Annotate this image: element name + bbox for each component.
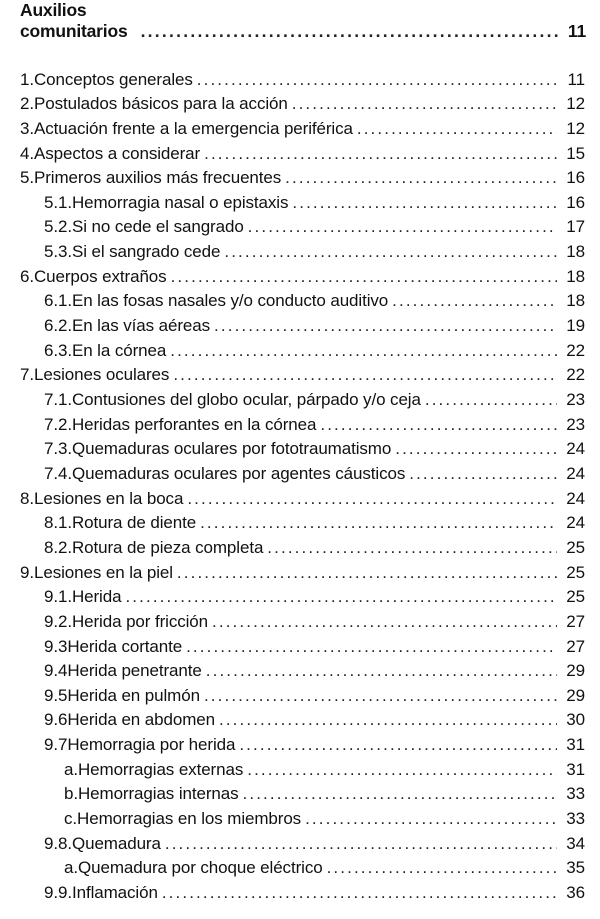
toc-entry-page: 18: [566, 242, 585, 262]
toc-entry-page: 22: [566, 365, 585, 385]
toc-entry-number: 9.2.: [44, 611, 72, 631]
toc-entry-number: 1.: [20, 69, 34, 89]
toc-entry-label: Hemorragia nasal o epistaxis: [71, 192, 289, 212]
leader-dots: [125, 587, 557, 607]
toc-entry-page: 23: [566, 390, 585, 410]
leader-dots: [247, 760, 557, 780]
toc-entry: [44, 287, 585, 312]
toc-entry-number: 2.: [20, 94, 34, 114]
toc-entry-number: 9.6: [44, 710, 68, 730]
toc-entry-number: 9.1.: [44, 587, 72, 607]
toc-entry-page: 12: [566, 94, 585, 114]
toc-entry-label: Herida en abdomen: [67, 710, 215, 730]
toc-entry-page: 23: [566, 414, 585, 434]
leader-dots: [170, 341, 557, 361]
leader-dots: [292, 94, 557, 114]
toc-entry: [44, 878, 585, 903]
toc-entry-page: 27: [566, 636, 585, 656]
leader-dots: [327, 858, 557, 878]
toc-entry-page: 31: [566, 735, 585, 755]
toc-entry: [44, 657, 585, 682]
toc-entry-number: 7.4.: [44, 463, 72, 483]
leader-dots: [200, 513, 557, 533]
leader-dots: [171, 267, 557, 287]
leader-dots: [212, 612, 557, 632]
toc-entry-page: 30: [566, 710, 585, 730]
leader-dots: [357, 119, 557, 139]
toc-entry-page: 36: [566, 883, 585, 903]
toc-entry: [44, 583, 585, 608]
toc-entry-number: 9.4: [44, 661, 68, 681]
toc-entry: [44, 238, 585, 263]
leader-dots: [219, 710, 557, 730]
toc-entry-page: 24: [566, 463, 585, 483]
toc-entry-label: En las vías aéreas: [71, 316, 211, 336]
toc-entry: [20, 139, 585, 164]
toc-entry: [20, 361, 585, 386]
leader-dots: [206, 661, 557, 681]
toc-entry-label: Lesiones oculares: [33, 365, 170, 385]
toc-entry-number: 5.3.: [44, 242, 72, 262]
toc-entry-number: 9.9.: [44, 883, 72, 903]
toc-entry-page: 35: [566, 858, 585, 878]
toc-entry-label: Primeros auxilios más frecuentes: [33, 168, 282, 188]
toc-entry: [44, 509, 585, 534]
toc-entry: [44, 533, 585, 558]
toc-entry: [20, 114, 585, 139]
leader-dots: [425, 390, 557, 410]
toc-entry-label: Quemaduras oculares por agentes cáusticos: [71, 463, 406, 483]
toc-entry-page: 34: [566, 833, 585, 853]
leader-dots: [292, 193, 557, 213]
leader-dots: [186, 637, 557, 657]
toc-entry-number: 9.7: [44, 735, 68, 755]
toc-entry-number: 7.1.: [44, 390, 72, 410]
leader-dots: [395, 439, 557, 459]
toc-entry-number: 9.3: [44, 636, 68, 656]
toc-entry-label: Quemadura: [71, 833, 161, 853]
leader-dots: [204, 144, 557, 164]
toc-entry: [64, 780, 585, 805]
toc-entry-page: 25: [566, 587, 585, 607]
toc-entry: [44, 607, 585, 632]
toc-entry: [44, 681, 585, 706]
leader-dots: [165, 834, 557, 854]
leader-dots: [239, 735, 557, 755]
chapter-heading: [20, 0, 586, 42]
toc-entry-number: 5.2.: [44, 217, 72, 237]
chapter-leader-dots: [141, 21, 558, 42]
toc-entry-label: Lesiones en la boca: [33, 488, 184, 508]
toc-entry-number: 8.1.: [44, 513, 72, 533]
leader-dots: [204, 686, 557, 706]
toc-entry-label: En las fosas nasales y/o conducto auditivo: [71, 291, 389, 311]
toc-entry-label: Quemaduras oculares por fototraumatismo: [71, 439, 392, 459]
toc-entry-page: 16: [566, 168, 585, 188]
toc-entry: [44, 188, 585, 213]
toc-entry-page: 33: [566, 784, 585, 804]
toc-entry-page: 33: [566, 809, 585, 829]
toc-entry-number: 6.: [20, 266, 34, 286]
toc-entry: [44, 312, 585, 337]
toc-entry: [64, 805, 585, 830]
toc-entry-number: 4.: [20, 143, 34, 163]
leader-dots: [248, 217, 557, 237]
toc-entry-label: En la córnea: [71, 340, 167, 360]
chapter-title: Auxilios comunitarios: [20, 0, 128, 41]
toc-entry-page: 25: [566, 562, 585, 582]
toc-entry-number: 5.1.: [44, 192, 72, 212]
toc-entry-page: 22: [566, 340, 585, 360]
toc-entry: [44, 435, 585, 460]
leader-dots: [187, 489, 557, 509]
leader-dots: [224, 242, 557, 262]
leader-dots: [173, 365, 557, 385]
toc-entry-page: 29: [566, 685, 585, 705]
toc-entry-label: Postulados básicos para la acción: [33, 94, 288, 114]
leader-dots: [267, 538, 557, 558]
leader-dots: [305, 809, 557, 829]
toc-entry-page: 12: [566, 118, 585, 138]
toc-entry-number: 7.: [20, 365, 34, 385]
toc-entry-page: 18: [566, 291, 585, 311]
toc-entry-label: Hemorragias en los miembros: [77, 809, 302, 829]
leader-dots: [177, 563, 557, 583]
toc-entry-number: 7.2.: [44, 414, 72, 434]
leader-dots: [162, 883, 557, 903]
toc-entry: [44, 213, 585, 238]
toc-entry-number: 8.2.: [44, 537, 72, 557]
toc-entry-label: Aspectos a considerar: [33, 143, 201, 163]
toc-entry-label: Actuación frente a la emergencia periférica: [33, 118, 353, 138]
toc-entry: [44, 706, 585, 731]
toc-entry: [44, 336, 585, 361]
toc-entry-page: 24: [566, 488, 585, 508]
toc-entry-label: Herida penetrante: [67, 661, 202, 681]
toc-entry-page: 31: [566, 759, 585, 779]
toc-entry-page: 15: [566, 143, 585, 163]
toc-entry-number: c.: [64, 809, 78, 829]
toc-entry-number: 6.2.: [44, 316, 72, 336]
toc-entry-number: a.: [64, 858, 78, 878]
toc-entry-number: 6.3.: [44, 340, 72, 360]
toc-entry-page: 17: [566, 217, 585, 237]
toc-entry-number: b.: [64, 784, 78, 804]
toc-entry-label: Si el sangrado cede: [71, 242, 221, 262]
leader-dots: [285, 168, 557, 188]
leader-dots: [197, 70, 557, 90]
toc-entry: [64, 755, 585, 780]
toc-entry: [44, 385, 585, 410]
toc-entry-label: Hemorragia por herida: [67, 735, 236, 755]
leader-dots: [320, 415, 557, 435]
toc-entry-page: 16: [566, 192, 585, 212]
toc-entry-page: 27: [566, 611, 585, 631]
toc-entry-page: 29: [566, 661, 585, 681]
toc-entry: [20, 262, 585, 287]
toc-entry: [44, 410, 585, 435]
toc-entry-page: 11: [567, 69, 585, 89]
toc-entry: [44, 459, 585, 484]
toc-entry-label: Si no cede el sangrado: [71, 217, 244, 237]
toc-entry: [20, 65, 585, 90]
toc-entry-label: Herida cortante: [67, 636, 183, 656]
toc-entry-page: 19: [566, 316, 585, 336]
toc-entry: [64, 854, 585, 879]
leader-dots: [392, 291, 557, 311]
leader-dots: [409, 464, 557, 484]
toc-entry: [44, 632, 585, 657]
toc-entry-label: Inflamación: [71, 883, 158, 903]
toc-entry-number: 9.8.: [44, 833, 72, 853]
toc-entry-page: 24: [566, 513, 585, 533]
toc-entry-page: 18: [566, 266, 585, 286]
toc-entry-number: 6.1.: [44, 291, 72, 311]
toc-entry: [44, 731, 585, 756]
leader-dots: [243, 784, 558, 804]
toc-entry-label: Contusiones del globo ocular, párpado y/o ceja: [71, 390, 421, 410]
toc-entry-label: Rotura de pieza completa: [71, 537, 264, 557]
toc-entry-number: 8.: [20, 488, 34, 508]
toc-entry-label: Hemorragias externas: [77, 759, 244, 779]
toc-entry-label: Rotura de diente: [71, 513, 197, 533]
toc-entry-page: 25: [566, 537, 585, 557]
toc-entry-number: 9.5: [44, 685, 68, 705]
toc-entry-label: Cuerpos extraños: [33, 266, 167, 286]
toc-entry-label: Conceptos generales: [33, 69, 193, 89]
leader-dots: [214, 316, 557, 336]
toc-entry-label: Lesiones en la piel: [33, 562, 173, 582]
toc-entry-number: 3.: [20, 118, 34, 138]
toc-entry-label: Herida por fricción: [71, 611, 209, 631]
toc-entry: [20, 164, 585, 189]
chapter-page-number: 11: [567, 21, 586, 41]
toc-entry-label: Heridas perforantes en la córnea: [71, 414, 317, 434]
toc-entry-label: Hemorragias internas: [77, 784, 239, 804]
toc-entry-label: Quemadura por choque eléctrico: [77, 858, 323, 878]
toc-entry: [20, 558, 585, 583]
toc-entry-number: 7.3.: [44, 439, 72, 459]
toc-entry-number: 9.: [20, 562, 34, 582]
toc-entry: [20, 484, 585, 509]
toc-entry-label: Herida en pulmón: [67, 685, 200, 705]
toc-entry-number: a.: [64, 759, 78, 779]
toc-entry-number: 5.: [20, 168, 34, 188]
toc-entry-label: Herida: [71, 587, 122, 607]
toc-entry: [44, 829, 585, 854]
toc-entry-page: 24: [566, 439, 585, 459]
toc-entry: [20, 90, 585, 115]
